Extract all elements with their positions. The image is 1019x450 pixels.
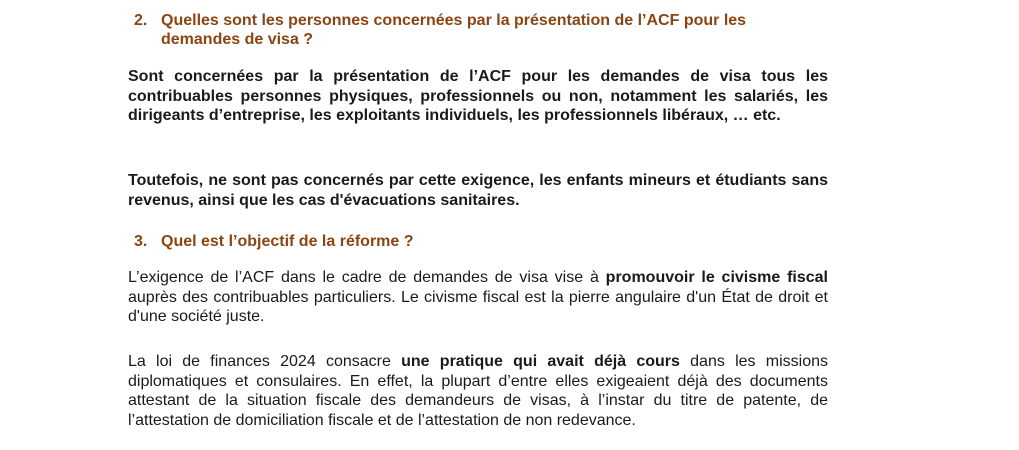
paragraph-exemptions: Toutefois, ne sont pas concernés par cette exigence, les enfants mineurs et étudiants sans revenus, ainsi que les cas d'évacuations sanitaires. [128, 172, 828, 209]
question-2-heading [134, 11, 828, 49]
paragraph-objective-before: L’exigence de l’ACF dans le cadre de demandes de visa vise à [128, 269, 606, 286]
paragraph-finance-law-bold: une pratique qui avait déjà cours [401, 353, 680, 370]
question-2-line2: demandes de visa ? [161, 31, 314, 48]
paragraph-objective-after: auprès des contribuables particuliers. Le civisme fiscal est la pierre angulaire d'un État de droit et d'une société juste. [128, 288, 828, 325]
paragraph-finance-law [128, 352, 828, 430]
question-3-text: Quel est l’objectif de la réforme ? [161, 233, 414, 250]
paragraph-objective-bold: promouvoir le civisme fiscal [605, 269, 828, 286]
question-3-number: 3. [134, 233, 148, 250]
question-2-number: 2. [134, 12, 148, 29]
paragraph-finance-law-before: La loi de finances 2024 consacre [128, 353, 402, 370]
paragraph-concerned-persons: Sont concernées par la présentation de l’ACF pour les demandes de visa tous les contribuables personnes physiques, professionnels ou non, notamment les salariés, les dirigeants d’entreprise, les exploitants individuels, les professionnels libéraux, … etc. [128, 68, 828, 124]
paragraph-objective [128, 268, 828, 327]
question-2-line1: Quelles sont les personnes concernées par la présentation de l’ACF pour les [161, 12, 747, 29]
question-3-heading [134, 232, 828, 251]
paragraph-finance-law-after: dans les missions diplomatiques et consulaires. En effet, la plupart d’entre elles exigeaient déjà des documents attestant de la situation fiscale des demandeurs de visas, à l’instar du titre de patente, de l’attestation de domiciliation fiscale et de l’attestation de non redevance. [128, 353, 828, 429]
